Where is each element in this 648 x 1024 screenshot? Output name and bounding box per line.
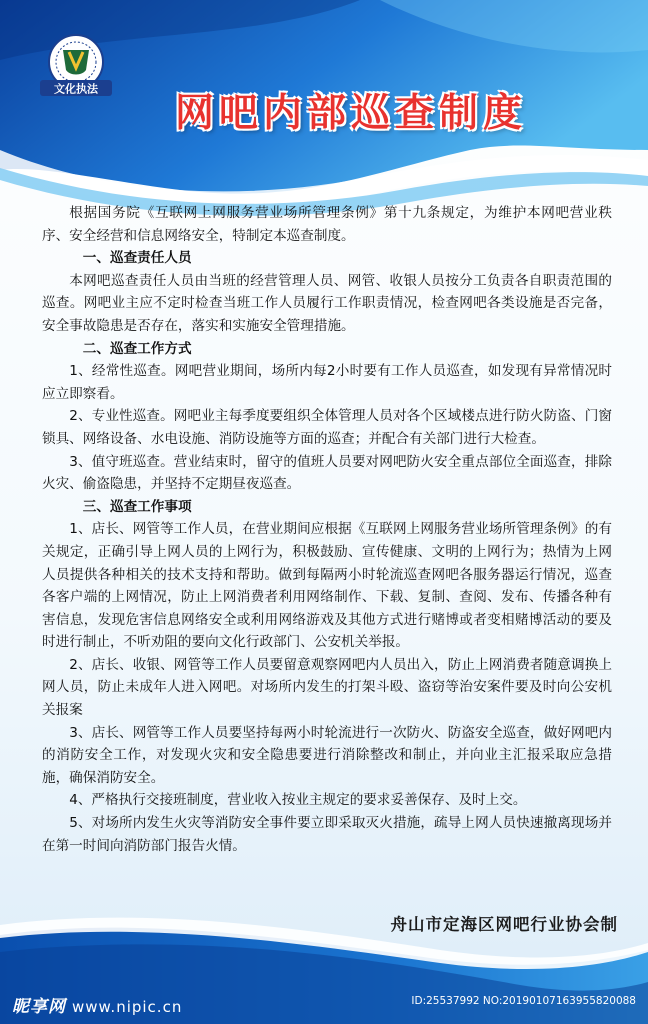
section-heading: 三、巡查工作事项 [82,498,192,515]
watermark-logo [12,992,182,1017]
paragraph: 2、专业性巡查。网吧业主每季度要组织全体管理人员对各个区域楼点进行防火防盗、门窗锁具、网络设备、水电设施、消防设施等方面的巡查；并配合有关部门进行大检查。 [42,408,612,447]
watermark-url: www.nipic.cn [72,998,183,1016]
paragraph: 1、经常性巡查。网吧营业期间，场所内每2小时要有工作人员巡查，如发现有异常情况时应立即察看。 [42,363,612,402]
paragraph: 3、值守班巡查。营业结束时，留守的值班人员要对网吧防火安全重点部位全面巡查，排除火灾、偷盗隐患，并坚持不定期昼夜巡查。 [42,453,612,493]
shield-emblem-icon [36,32,116,104]
poster-title: 网吧内部巡查制度 [174,90,527,136]
paragraph: 2、店长、收银、网管等工作人员要留意观察网吧内人员出入，防止上网消费者随意调换上网人员，防止未成年人进入网吧。对场所内发生的打架斗殴、盗窃等治安案件要及时向公安机关报案 [42,656,612,719]
emblem-banner: 文化执法 [54,82,98,96]
paragraph: 本网吧巡查责任人员由当班的经营管理人员、网管、收银人员按分工负责各自职责范围的巡查。网吧业主应不定时检查当班工作人员履行工作职责情况，检查网吧各类设施是否完备，安全事故隐患是否存在，落实和实施安全管理措施。 [42,272,612,334]
paragraph: 1、店长、网管等工作人员，在营业期间应根据《互联网上网服务营业场所管理条例》的有关规定，正确引导上网人员的上网行为，积极鼓励、宣传健康、文明的上网行为；热情为上网人员提供各种相关的技术支持和帮助。做到每隔两小时轮流巡查网吧各服务器运行情况，巡查各客户端的上网情况，防止上网消费者利用网络制作、下载、复制、查阅、发布、传播各种有害信息，发现危害信息网络安全或利用网络游戏及其他方式进行赌博或者变相赌博活动的要及时进行制止，不听劝阻的要向文化行政部门、公安机关举报。 [42,521,612,651]
paragraph: 5、对场所内发生火灾等消防安全事件要立即采取灭火措施，疏导上网人员快速撤离现场并在第一时间向消防部门报告火情。 [42,815,612,854]
paragraph: 根据国务院《互联网上网服务营业场所管理条例》第十九条规定，为维护本网吧营业秩序、安全经营和信息网络安全，特制定本巡查制度。 [42,205,612,244]
section-heading: 一、巡查责任人员 [82,250,192,267]
paragraph: 4、严格执行交接班制度，营业收入按业主规定的要求妥善保存、及时上交。 [69,792,527,809]
regulation-body [42,202,612,857]
issuer-footer: 舟山市定海区网吧行业协会制 [390,915,618,934]
section-heading: 二、巡查工作方式 [82,340,192,357]
watermark-brand: 昵享网 [12,997,66,1017]
paragraph: 3、店长、网管等工作人员要坚持每两小时轮流进行一次防火、防盗安全巡查，做好网吧内的消防安全工作，对发现火灾和安全隐患要进行消除整改和制止，并向业主汇报采取应急措施，确保消防安全。 [42,724,612,786]
watermark-id: ID:25537992 NO:20190107163955820088 [411,995,636,1007]
